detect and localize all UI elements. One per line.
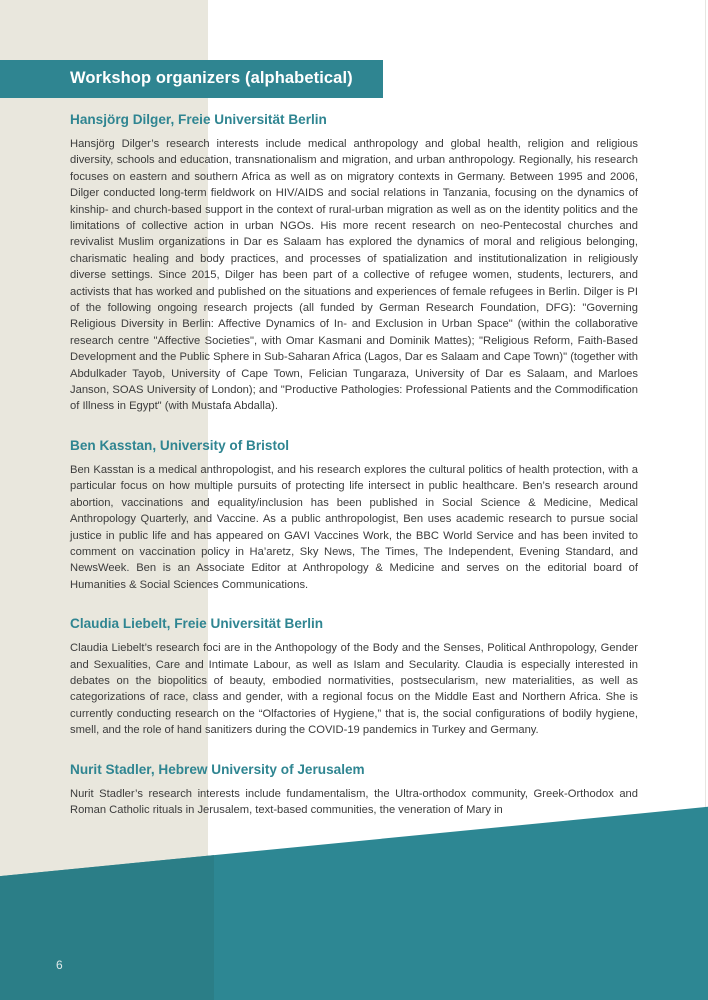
organizer-bio: Ben Kasstan is a medical anthropologist, and his research explores the cultural politics of health protection, with a particular focus on how multiple pursuits of protecting life intersect in public healthcare. Ben’s research around abortion, vaccinations and equality/inclusion has been published in Social Science & Medicine, Medical Anthropology Quarterly, and Vaccine. As a public anthropologist, Ben uses academic research to pursue social justice in public life and has appeared on GAVI Vaccines Work, the BBC World Service and has been invited to comment on vaccination policy in Ha’aretz, Sky News, The Times, The Independent, Evening Standard, and NewsWeek. Ben is an Associate Editor at Anthropology & Medicine and serves on the editorial board of Humanities & Social Sciences Communications. [70,463,638,591]
section-header-title: Workshop organizers (alphabetical) [70,69,353,87]
organizer-heading: Ben Kasstan, University of Bristol [70,437,290,453]
organizer-bio: Hansjörg Dilger’s research interests include medical anthropology and global health, religion and religious diversity, schools and education, transnationalism and migration, and urban anthropology. Regionally, his research focuses on eastern and southern Africa as well as on migratory contexts in Germany. Between 1995 and 2006, Dilger conducted long-term fieldwork on HIV/AIDS and social relations in Tanzania, focusing on the dynamics of kinship- and church-based support in the context of rural-urban migration as well as on the identity politics and the limitations of collective action in urban NGOs. His more recent research on neo-Pentecostal churches and revivalist Muslim organizations in Dar es Salaam has explored the dynamics of moral and religious belonging, charismatic healing and body practices, and processes of spatialization and institutionalization in religiously diverse settings. Since 2015, Dilger has been part of a collective of refugee women, students, lecturers, and activists that has worked and published on the situations and experiences of female refugees in Berlin. Dilger is PI of the following ongoing research projects (all funded by German Research Foundation, DFG): "Governing Religious Diversity in Berlin: Affective Dynamics of In- and Exclusion in Urban Space" (within the collaborative research centre "Affective Societies", with Omar Kasmani and Dominik Mattes); "Religious Reform, Faith-Based Development and the Public Sphere in Sub-Saharan Africa (Lagos, Dar es Salaam and Cape Town)" (together with Abdulkader Tayob, University of Cape Town, Felician Tungaraza, University of Dar es Salaam, and Marloes Janson, SOAS University of London); and "Productive Pathologies: Professional Patients and the Commodification of Illness in Egypt" (with Mustafa Abdalla). [70,137,638,413]
organizer-bio: Claudia Liebelt’s research foci are in the Anthopology of the Body and the Senses, Political Anthropology, Gender and Sexualities, Care and Intimate Labour, as well as Islam and Secularity. Claudia is especially interested in debates on the biopolitics of beauty, embodied normativities, postsecularism, new materialities, as well as categorizations of race, class and gender, with a regional focus on the Middle East and Northern Africa. She is currently conducting research on the “Olfactories of Hygiene,” that is, the social configurations of bodily hygiene, smell, and the role of hand sanitizers during the COVID-19 pandemics in Turkey and Germany. [70,642,638,737]
organizer-entry-liebelt [70,616,638,738]
organizer-heading: Hansjörg Dilger, Freie Universität Berlin [70,112,327,127]
organizers-list [70,112,638,818]
organizer-heading: Claudia Liebelt, Freie Universität Berlin [70,616,324,632]
organizer-entry-dilger [70,112,638,415]
page-number: 6 [56,958,63,972]
organizer-entry-kasstan [70,438,638,593]
organizer-heading: Nurit Stadler, Hebrew University of Jerusalem [70,761,365,777]
organizer-entry-stadler [70,762,638,819]
organizer-bio: Nurit Stadler’s research interests include fundamentalism, the Ultra-orthodox community, Greek-Orthodox and Roman Catholic rituals in Jerusalem, text-based communities, the veneration of Mary in [70,787,638,816]
section-header-banner [0,60,383,98]
